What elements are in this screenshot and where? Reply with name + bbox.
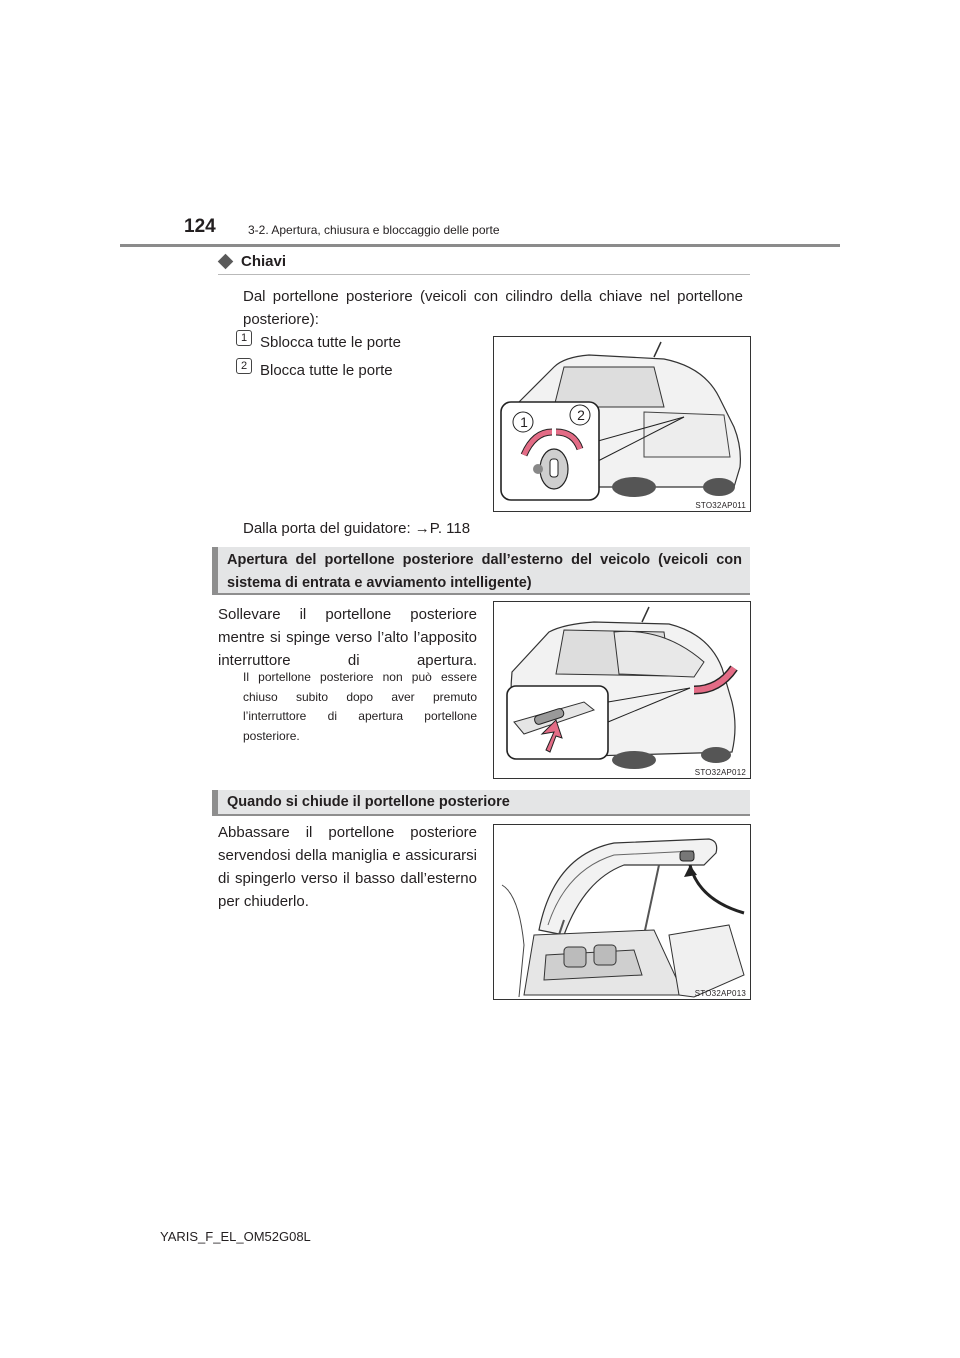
step-badge-2: 2 xyxy=(236,358,252,374)
car-rear-key-illustration xyxy=(494,337,750,511)
figure-tailgate-closing xyxy=(493,824,751,1000)
step-text-1: Sblocca tutte le porte xyxy=(260,334,401,351)
opening-section-title xyxy=(212,547,750,595)
keys-heading-rule xyxy=(218,274,750,275)
keys-intro: Dal portellone posteriore (veicoli con cilindro della chiave nel portellone posteriore): xyxy=(243,288,743,328)
step-badge-1: 1 xyxy=(236,330,252,346)
closing-section-title-text: Quando si chiude il portellone posteriore xyxy=(227,794,510,810)
figure-key-cylinder xyxy=(493,336,751,512)
figure-label-1: 1 xyxy=(520,414,528,430)
opening-instruction: Sollevare il portellone posteriore mentre si spinge verso l’alto l’apposito interruttore di apertura. xyxy=(218,606,477,669)
keys-heading-text: Chiavi xyxy=(241,253,287,270)
step-text-2: Blocca tutte le porte xyxy=(260,362,393,379)
figure-code: STO32AP012 xyxy=(694,768,746,777)
figure-code: STO32AP011 xyxy=(695,501,746,510)
document-code: YARIS_F_EL_OM52G08L xyxy=(160,1229,311,1244)
driver-door-reference: Dalla porta del guidatore: →P. 118 xyxy=(243,520,471,537)
figure-tailgate-opener xyxy=(493,601,751,779)
tailgate-closing-illustration xyxy=(494,825,750,999)
keys-heading xyxy=(218,253,286,270)
diamond-bullet-icon xyxy=(218,254,234,270)
page-number: 124 xyxy=(184,216,216,237)
running-head: 3-2. Apertura, chiusura e bloccaggio delle porte xyxy=(248,223,500,237)
figure-label-2: 2 xyxy=(577,407,585,423)
closing-section-title xyxy=(212,790,750,816)
closing-instruction: Abbassare il portellone posteriore servendosi della maniglia e assicurarsi di spingerlo verso il basso dall’esterno per chiuderlo. xyxy=(218,824,477,910)
opening-section-title-text: Apertura del portellone posteriore dall’esterno del veicolo (veicoli con sistema di entrata e avviamento intelligente) xyxy=(227,552,742,591)
tailgate-opener-illustration xyxy=(494,602,750,778)
header-rule xyxy=(120,244,840,247)
opening-note: Il portellone posteriore non può essere chiuso subito dopo aver premuto l’interruttore di apertura portellone posteriore. xyxy=(243,670,477,743)
figure-code: STO32AP013 xyxy=(694,989,746,998)
